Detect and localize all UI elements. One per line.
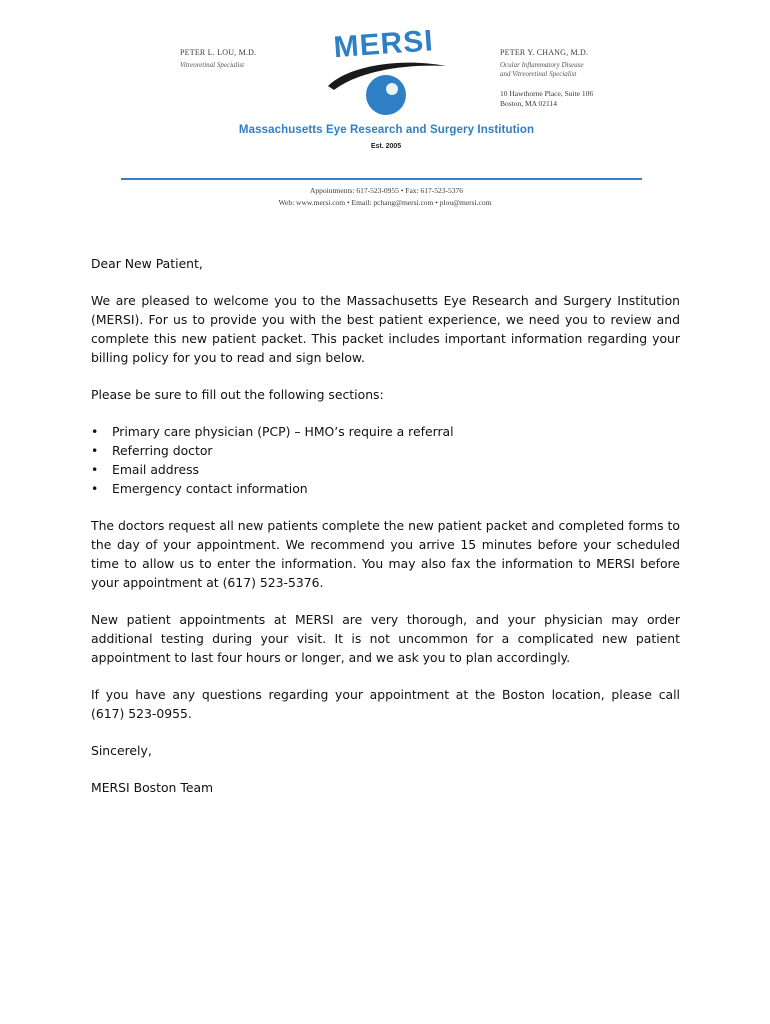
list-item (91, 422, 680, 441)
contact-web-email: Web: www.mersi.com • Email: pchang@mersi.com • plou@mersi.com (278, 198, 492, 207)
paragraph-sections-intro: Please be sure to fill out the following sections: (91, 387, 384, 402)
mersi-logo (320, 20, 450, 125)
letter-body (91, 254, 680, 815)
paragraph-questions: If you have any questions regarding your appointment at the Boston location, please call (617) 523-0955. (91, 687, 680, 721)
eye-highlight (386, 83, 398, 95)
list-item-text: Primary care physician (PCP) – HMO’s require a referral (112, 424, 454, 439)
right-doctor-specialty-1: Ocular Inflammatory Disease (500, 61, 584, 69)
logo-wordmark: MERSI (332, 24, 435, 65)
right-doctor-block (500, 47, 593, 109)
left-doctor-specialty: Vitreoretinal Specialist (180, 61, 245, 69)
paragraph-welcome: We are pleased to welcome you to the Massachusetts Eye Research and Surgery Institution (MERSI). For us to provide you with the best patient experience, we need you to review and complete this new patient packet. This packet includes important information regarding your billing policy for you to read and sign below. (91, 293, 680, 365)
contact-phone-fax: Appointments: 617-523-0955 • Fax: 617-523-5376 (309, 186, 464, 195)
paragraph-arrival: The doctors request all new patients complete the new patient packet and completed forms to the day of your appointment. We recommend you arrive 15 minutes before your scheduled time to allow us to enter the information. You may also fax the information to MERSI before your appointment at (617) 523-5376. (91, 518, 680, 590)
institution-name: Massachusetts Eye Research and Surgery Institution (238, 124, 535, 136)
list-item-text: Emergency contact information (112, 481, 308, 496)
bullet-icon: • (91, 424, 99, 439)
bullet-icon: • (91, 481, 99, 496)
established-year: Est. 2005 (370, 143, 402, 150)
address-line-1: 10 Hawthorne Place, Suite 106 (500, 89, 594, 98)
required-sections-list (91, 422, 680, 498)
left-doctor-name: PETER L. LOU, M.D. (180, 48, 257, 57)
list-item-text: Email address (112, 462, 199, 477)
left-doctor-block (180, 47, 256, 70)
list-item-text: Referring doctor (112, 443, 213, 458)
right-doctor-name: PETER Y. CHANG, M.D. (500, 48, 589, 57)
salutation: Dear New Patient, (91, 256, 203, 271)
paragraph-thorough: New patient appointments at MERSI are very thorough, and your physician may order additional testing during your visit. It is not uncommon for a complicated new patient appointment to last four hours or longer, and we ask you to plan accordingly. (91, 612, 680, 665)
address-block (500, 89, 593, 109)
list-item (91, 479, 680, 498)
list-item (91, 441, 680, 460)
bullet-icon: • (91, 462, 99, 477)
right-doctor-specialty-2: and Vitreoretinal Specialist (500, 70, 577, 78)
closing: Sincerely, (91, 743, 152, 758)
list-item (91, 460, 680, 479)
header-divider (121, 178, 642, 180)
bullet-icon: • (91, 443, 99, 458)
signature: MERSI Boston Team (91, 780, 214, 795)
eye-icon (366, 75, 406, 115)
address-line-2: Boston, MA 02114 (500, 99, 558, 108)
